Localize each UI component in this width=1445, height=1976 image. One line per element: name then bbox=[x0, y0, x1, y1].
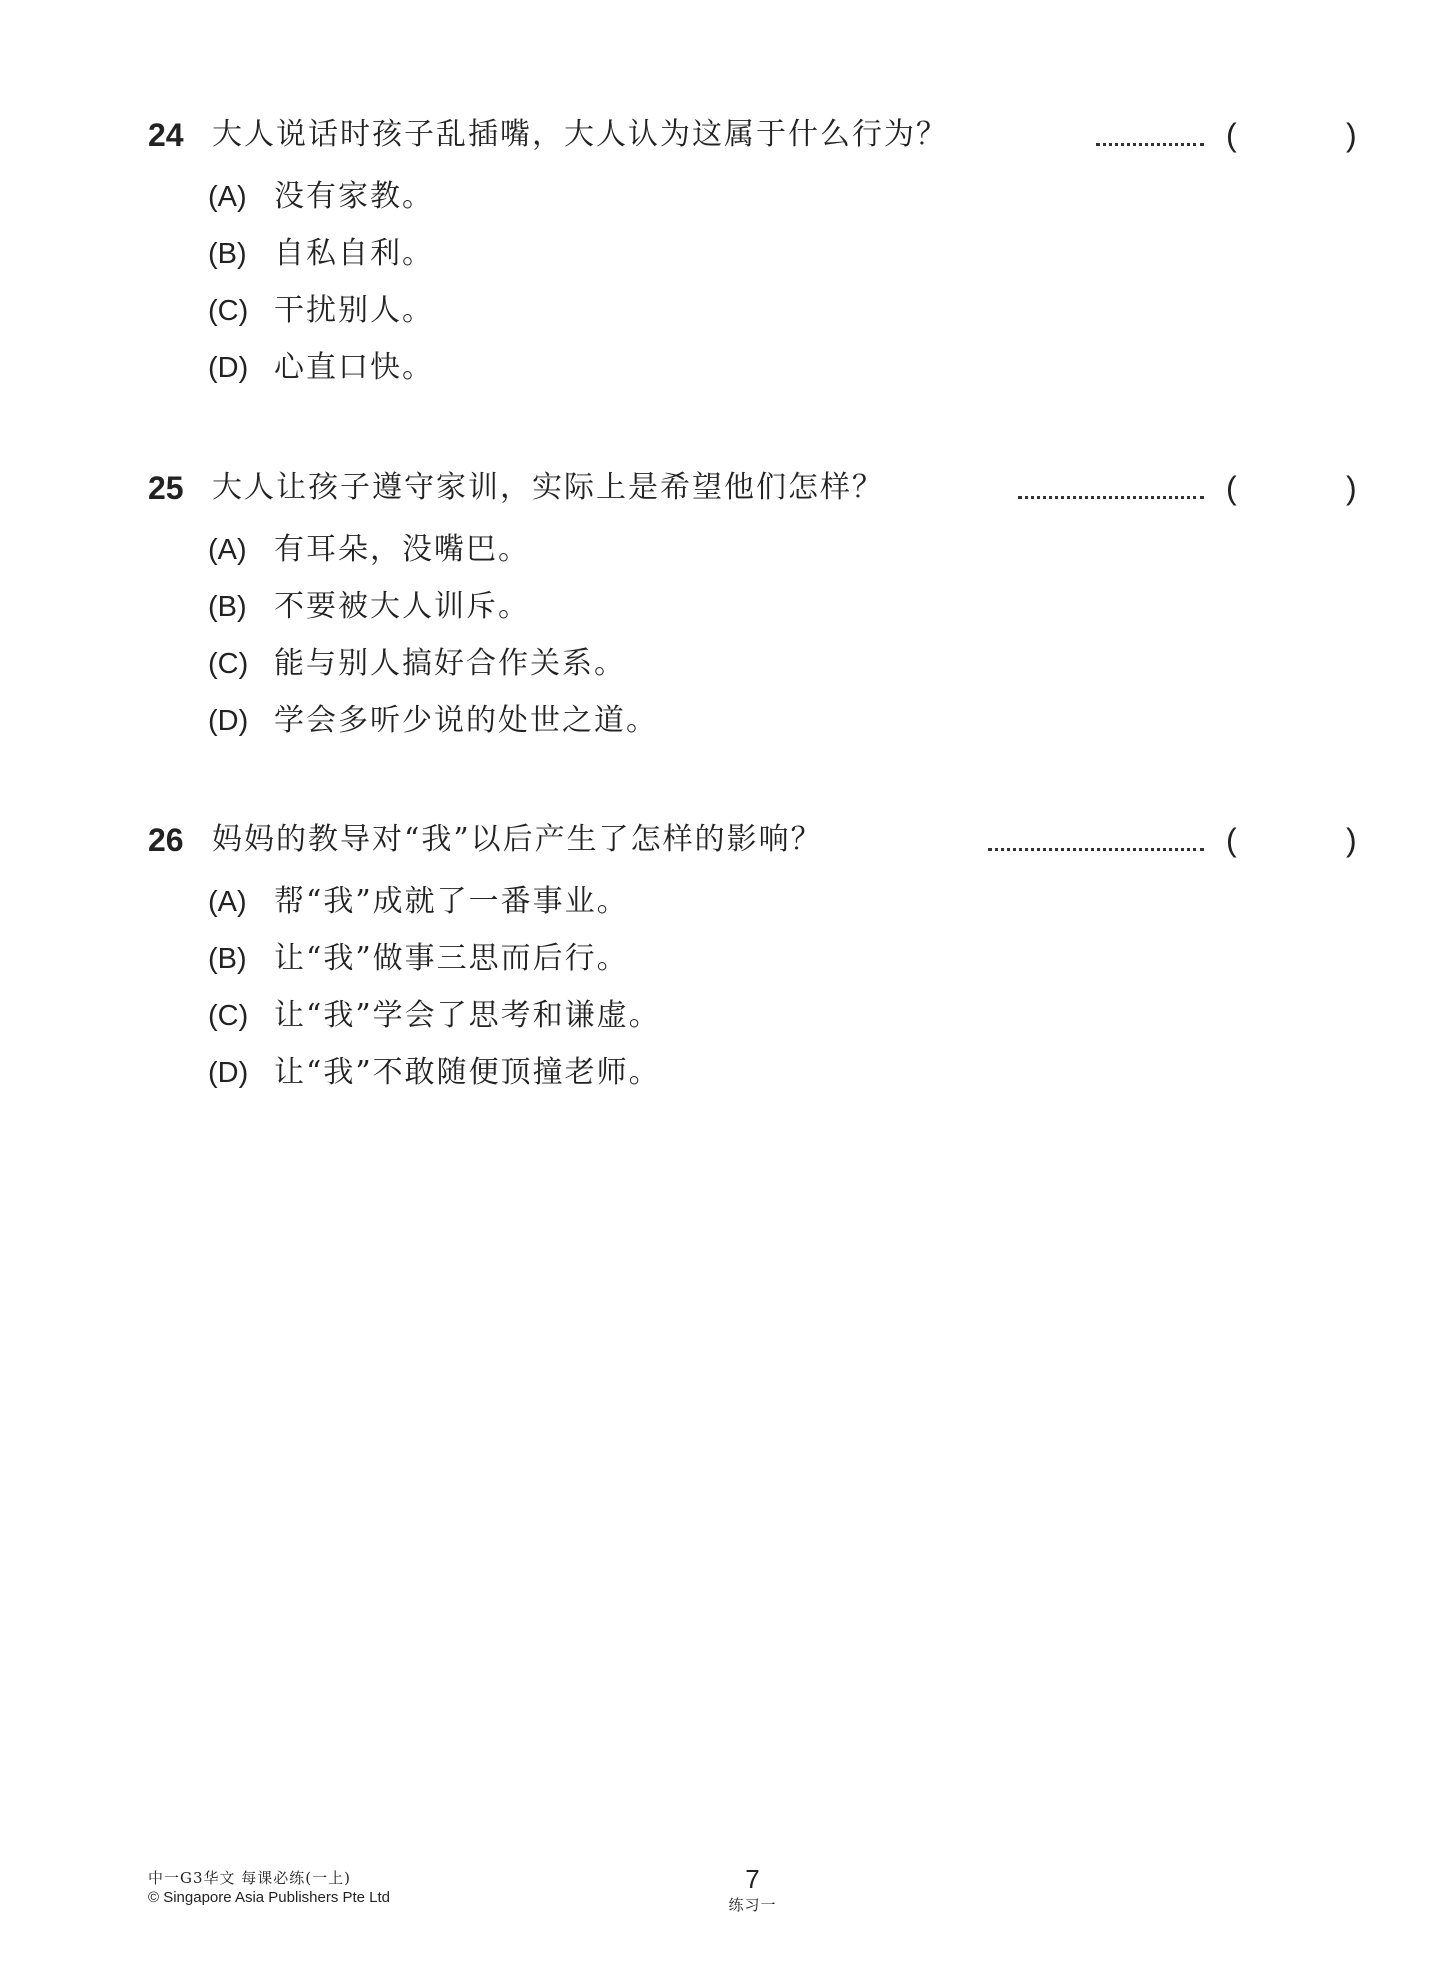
answer-blank[interactable] bbox=[1244, 819, 1344, 861]
option-text: 让“我”不敢随便顶撞老师。 bbox=[274, 1055, 661, 1090]
answer-bracket-open: ( bbox=[1226, 822, 1237, 858]
page-footer bbox=[0, 1864, 1445, 1916]
answer-bracket-open: ( bbox=[1226, 470, 1237, 506]
question-number: 25 bbox=[148, 470, 184, 506]
option-text: 干扰别人。 bbox=[274, 293, 434, 328]
question-row bbox=[148, 110, 1368, 160]
question-text: 大人让孩子遵守家训，实际上是希望他们怎样？ bbox=[212, 470, 884, 505]
option-text: 不要被大人训斥。 bbox=[274, 589, 530, 624]
answer-bracket-close: ) bbox=[1346, 822, 1357, 858]
option-letter: (C) bbox=[208, 1000, 249, 1032]
answer-blank[interactable] bbox=[1244, 114, 1344, 156]
question-number: 26 bbox=[148, 822, 184, 858]
option-letter: (A) bbox=[208, 886, 247, 918]
question-row bbox=[148, 463, 1368, 513]
option-letter: (B) bbox=[208, 943, 247, 975]
leader-dots bbox=[1096, 143, 1204, 146]
option-text: 自私自利。 bbox=[274, 236, 434, 271]
option-letter: (A) bbox=[208, 534, 247, 566]
option-letter: (A) bbox=[208, 181, 247, 213]
option-text: 让“我”做事三思而后行。 bbox=[274, 941, 629, 976]
leader-dots bbox=[1018, 496, 1204, 499]
option-letter: (C) bbox=[208, 295, 249, 327]
question-text: 大人说话时孩子乱插嘴，大人认为这属于什么行为？ bbox=[212, 117, 948, 152]
option-text: 心直口快。 bbox=[274, 350, 434, 385]
section-label: 练习一 bbox=[728, 1896, 777, 1914]
book-title: 中一G3华文 每课必练(一上) bbox=[148, 1869, 351, 1887]
copyright-notice: © Singapore Asia Publishers Pte Ltd bbox=[148, 1889, 391, 1906]
question-number: 24 bbox=[148, 117, 184, 153]
page-number: 7 bbox=[745, 1864, 760, 1894]
option-letter: (D) bbox=[208, 705, 249, 737]
option-letter: (B) bbox=[208, 238, 247, 270]
question-text: 妈妈的教导对“我”以后产生了怎样的影响？ bbox=[212, 822, 823, 857]
option-letter: (D) bbox=[208, 1057, 249, 1089]
answer-blank[interactable] bbox=[1244, 467, 1344, 509]
option-letter: (B) bbox=[208, 591, 247, 623]
option-letter: (C) bbox=[208, 648, 249, 680]
option-text: 没有家教。 bbox=[274, 179, 434, 214]
answer-bracket-close: ) bbox=[1346, 470, 1357, 506]
option-text: 学会多听少说的处世之道。 bbox=[274, 703, 658, 738]
option-text: 有耳朵，没嘴巴。 bbox=[274, 532, 530, 567]
leader-dots bbox=[988, 848, 1204, 851]
option-text: 能与别人搞好合作关系。 bbox=[274, 646, 626, 681]
option-text: 帮“我”成就了一番事业。 bbox=[274, 884, 629, 919]
answer-bracket-open: ( bbox=[1226, 117, 1237, 153]
answer-bracket-close: ) bbox=[1346, 117, 1357, 153]
option-letter: (D) bbox=[208, 352, 249, 384]
option-text: 让“我”学会了思考和谦虚。 bbox=[274, 998, 661, 1033]
question-row bbox=[148, 815, 1368, 865]
